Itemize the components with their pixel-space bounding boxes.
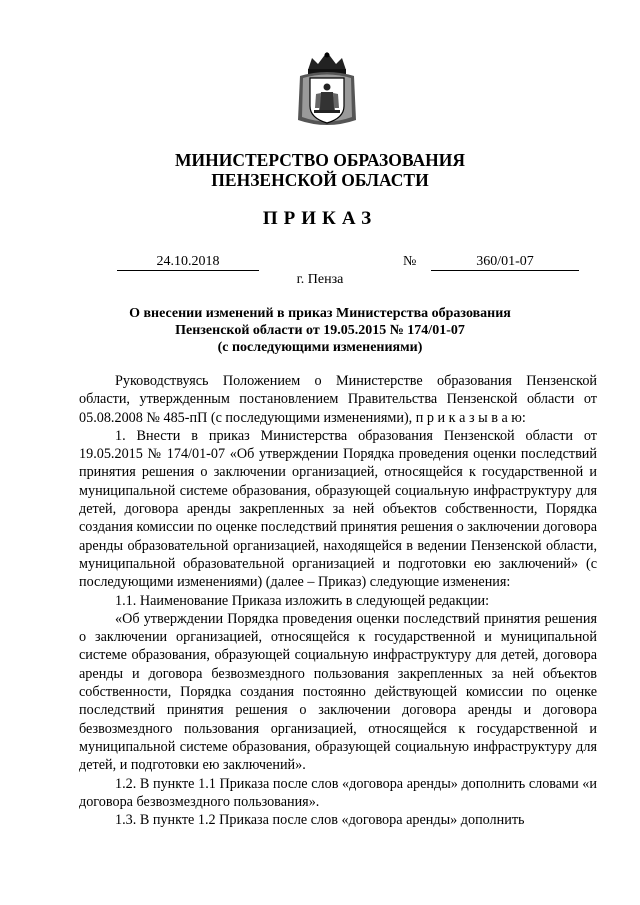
order-number-label: № [403,254,417,269]
order-body [79,372,597,829]
paragraph-item-1-1: 1.1. Наименование Приказа изложить в следующей редакции: [115,592,490,609]
paragraph-item-1-2: 1.2. В пункте 1.1 Приказа после слов «договора аренды» дополнить словами «и договора безвозмездного пользования». [79,775,597,810]
ministry-name-line2: ПЕНЗЕНСКОЙ ОБЛАСТИ [211,170,429,190]
order-city: г. Пенза [296,272,344,287]
coat-of-arms-emblem [294,50,360,128]
paragraph-quoted-title: «Об утверждении Порядка проведения оценки последствий принятия решения о заключении организацией, относящейся к государственной и муниципальной системе образования, образующей социальную инфраструктуру для детей, договора аренды и договора безвозмездного пользования закрепленных за ней объектов собственности, Порядка создания постоянно действующей комиссии по оценке последствий принятия решения о заключении договора аренды и договора безвозмездного пользования организацией, относящейся к государственной и муниципальной системе образования, образующей социальную инфраструктуру для детей, и подготовки ею заключений». [79,610,597,774]
paragraph-item-1-3: 1.3. В пункте 1.2 Приказа после слов «договора аренды» дополнить [115,812,525,829]
paragraph-preamble: Руководствуясь Положением о Министерстве образования Пензенской области, утвержденным постановлением Правительства Пензенской области от 05.08.2008 № 485-пП (с последующими изменениями), п р и к а з ы в а ю: [79,373,597,426]
order-subject-line3: (с последующими изменениями) [217,340,423,355]
order-subject-line1: О внесении изменений в приказ Министерства образования [129,306,511,321]
ministry-name-line1: МИНИСТЕРСТВО ОБРАЗОВАНИЯ [175,150,465,170]
document-type-title: ПРИКАЗ [262,208,378,229]
order-subject-line2: Пензенской области от 19.05.2015 № 174/01-07 [175,323,465,338]
order-date: 24.10.2018 [117,254,259,271]
paragraph-item-1: 1. Внести в приказ Министерства образования Пензенской области от 19.05.2015 № 174/01-07 «Об утверждении Порядка проведения оценки последствий принятия решения о заключении организацией, относящейся к государственной и муниципальной системе образования, образующей социальную инфраструктуру для детей, договора аренды закрепленных за ней объектов собственности, Порядка создания комиссии по оценке последствий принятия решения о заключении договора аренды образовательной организацией, находящейся в ведении Пензенской области, муниципальной образовательной организацией и подготовки ею заключений» (с последующими изменениями) (далее – Приказ) следующие изменения: [79,427,597,591]
order-number: 360/01-07 [431,254,579,271]
